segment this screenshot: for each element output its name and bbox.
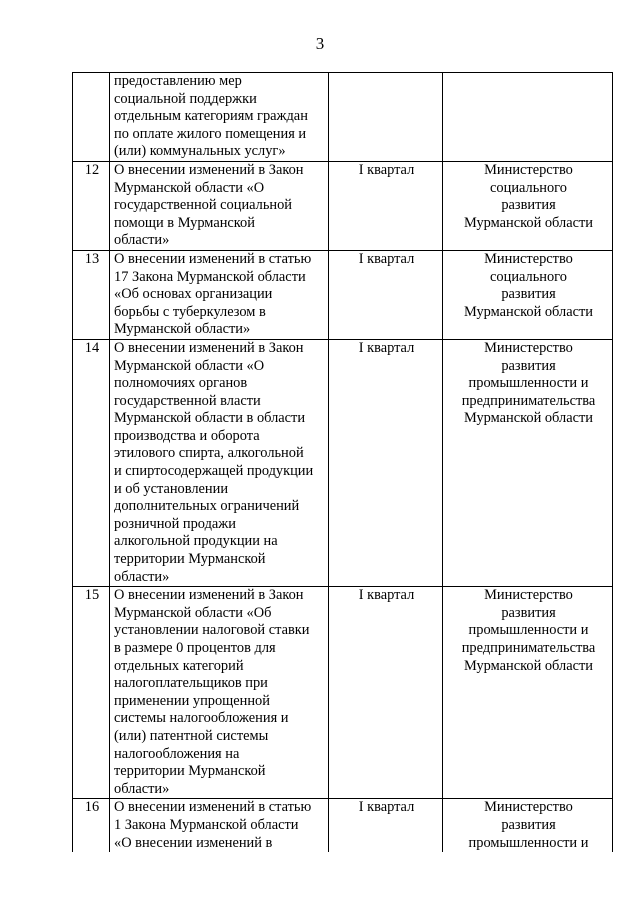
row-number [73,73,110,162]
table-row [73,161,613,250]
law-title: О внесении изменений в Закон Мурманской области «О полномочиях органов государственной власти Мурманской области в области производства и оборота этилового спирта, алкогольной и спиртосодержащей продукции и об установлении дополнительных ограничений розничной продажи алкогольной продукции на территории Мурманской области» [110,339,329,586]
law-title: О внесении изменений в статью 17 Закона Мурманской области «Об основах организации борьбы с туберкулезом в Мурманской области» [110,250,329,339]
table-row [73,339,613,586]
row-number: 16 [73,799,110,852]
responsible-body: Министерство развития промышленности и предпринимательства Мурманской области [443,587,613,799]
deadline: I квартал [329,799,443,852]
responsible-body [443,73,613,162]
table-row [73,250,613,339]
table-row [73,587,613,799]
table-row [73,73,613,162]
row-number: 13 [73,250,110,339]
deadline: I квартал [329,250,443,339]
responsible-body: Министерство социального развития Мурманской области [443,161,613,250]
responsible-body: Министерство развития промышленности и предпринимательства Мурманской области [443,339,613,586]
law-title: О внесении изменений в статью 1 Закона Мурманской области «О внесении изменений в [110,799,329,852]
responsible-body: Министерство развития промышленности и [443,799,613,852]
table-row [73,799,613,852]
row-number: 15 [73,587,110,799]
page-number: 3 [315,34,325,53]
row-number: 12 [73,161,110,250]
legislative-plan-table [72,72,613,852]
deadline: I квартал [329,587,443,799]
law-title: О внесении изменений в Закон Мурманской области «О государственной социальной помощи в Мурманской области» [110,161,329,250]
law-title: О внесении изменений в Закон Мурманской области «Об установлении налоговой ставки в размере 0 процентов для отдельных категорий налогоплательщиков при применении упрощенной системы налогообложения и (или) патентной системы налогообложения на территории Мурманской области» [110,587,329,799]
deadline: I квартал [329,339,443,586]
deadline: I квартал [329,161,443,250]
law-title: предоставлению мер социальной поддержки отдельным категориям граждан по оплате жилого помещения и (или) коммунальных услуг» [110,73,329,162]
deadline [329,73,443,162]
responsible-body: Министерство социального развития Мурманской области [443,250,613,339]
row-number: 14 [73,339,110,586]
